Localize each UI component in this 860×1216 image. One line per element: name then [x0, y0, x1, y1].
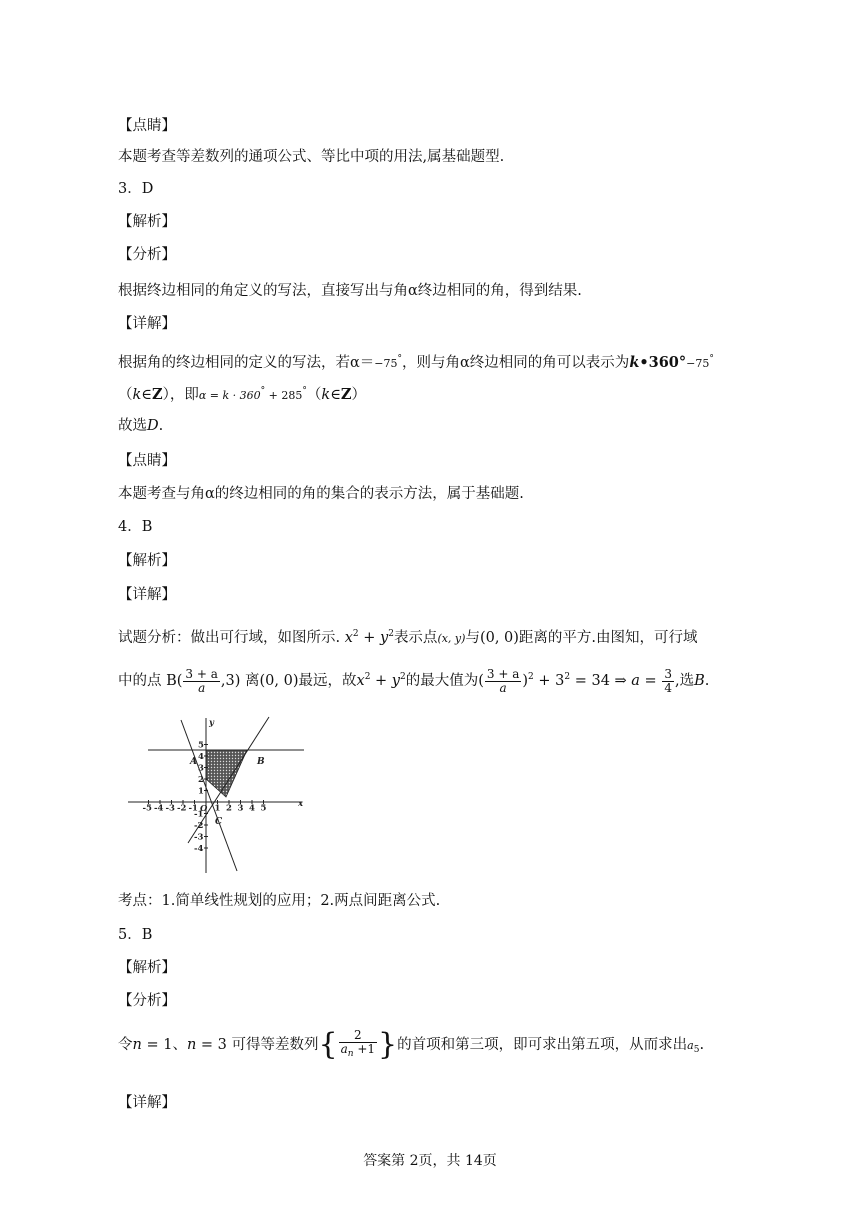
highlight-heading: 【点睛】	[118, 118, 176, 134]
analysis-text: 根据终边相同的角定义的写法，直接写出与角α终边相同的角，得到结果.	[118, 283, 582, 299]
y-tick-label: 4	[198, 752, 204, 762]
question-5-answer: 5．B	[118, 927, 153, 943]
fraction-3a-over-a: $\frac{3 + a}{a}$	[185, 666, 218, 695]
question-3-answer: 3．D	[118, 181, 154, 197]
detail-text-line2: （k∈Z），即α = k · 360° + 285°（k∈Z）	[118, 386, 367, 403]
y-tick-label: -1	[194, 809, 204, 820]
y-axis-label: y	[209, 718, 214, 728]
fraction-3a-over-a-2: $\frac{3 + a}{a}$	[486, 666, 520, 695]
fraction-3-over-4: $\frac{3}{4}$	[664, 666, 672, 695]
point-a-label: A	[190, 757, 197, 767]
analysis-text-5: 令n = 1、n = 3 可得等差数列{ $\frac{2}{a_n +1}$ }的首项和第三项，即可求出第五项，从而求出$a_5$.	[118, 1027, 705, 1062]
y-tick-label: 1	[198, 786, 204, 797]
solution-text-line2: 中的点 B( $\frac{3 + a}{a}$ ,3) 离(0, 0)最远，故$x^2 + y^2$的最大值为( $\frac{3 + a}{a}$ )$^2 + 3^2 = 34$ ⇒ a = $\frac{3}{4}$ ,选B.	[118, 666, 710, 695]
detail-heading: 【详解】	[118, 316, 176, 332]
choice-text: 故选D.	[118, 418, 164, 434]
detail-text-line1: 根据角的终边相同的定义的写法，若α＝−75°，则与角α终边相同的角可以表示为k•360°−75°	[118, 354, 714, 371]
analysis-sub-heading: 【分析】	[118, 247, 176, 263]
fraction-2-over-an: $\frac{2}{a_n +1}$	[340, 1028, 376, 1059]
point-c-label: C	[215, 817, 223, 827]
page-footer: 答案第 2页，共 14页	[363, 1153, 497, 1169]
detail-heading-2: 【详解】	[118, 587, 176, 603]
y-tick-label: -3	[194, 832, 204, 843]
line-ac	[181, 720, 237, 871]
analysis-heading-3: 【解析】	[118, 960, 176, 976]
highlight-heading-2: 【点睛】	[118, 453, 176, 469]
analysis-heading: 【解析】	[118, 214, 176, 230]
key-points-text: 考点：1.简单线性规划的应用；2.两点间距离公式.	[118, 893, 441, 909]
analysis-heading-2: 【解析】	[118, 553, 176, 569]
x-tick-label: 2	[226, 803, 232, 814]
x-tick-label: -5	[142, 803, 152, 814]
x-tick-label: -3	[165, 803, 175, 814]
x-tick-label: -4	[154, 803, 164, 814]
question-4-answer: 4．B	[118, 519, 153, 535]
x-tick-label: 1	[214, 803, 221, 814]
feasible-region	[206, 750, 247, 797]
x-tick-label: -1	[188, 803, 198, 814]
y-tick-label: 5	[198, 740, 204, 751]
x-tick-label: 3	[237, 803, 244, 814]
feasible-region-graph	[126, 715, 308, 877]
analysis-sub-heading-2: 【分析】	[118, 993, 176, 1009]
y-tick-label: -2	[194, 821, 204, 831]
point-b-label: B	[257, 757, 265, 767]
detail-heading-3: 【详解】	[118, 1095, 176, 1111]
y-tick-label: 3	[198, 763, 204, 774]
x-tick-label: -2	[177, 803, 187, 814]
y-tick-label: -4	[194, 844, 204, 854]
y-tick-label: 2	[198, 775, 204, 785]
comment-text-2: 本题考查与角α的终边相同的角的集合的表示方法，属于基础题.	[118, 486, 524, 502]
x-tick-label: 4	[249, 803, 255, 814]
solution-text-line1: 试题分析：做出可行域，如图所示. $x^2 + y^2$表示点(x, y)与(0, 0)距离的平方.由图知，可行域	[118, 629, 698, 646]
origin-label: O	[200, 804, 208, 814]
x-axis-label: x	[298, 799, 304, 809]
x-tick-label: 5	[260, 803, 267, 814]
comment-text: 本题考查等差数列的通项公式、等比中项的用法,属基础题型.	[118, 149, 505, 165]
